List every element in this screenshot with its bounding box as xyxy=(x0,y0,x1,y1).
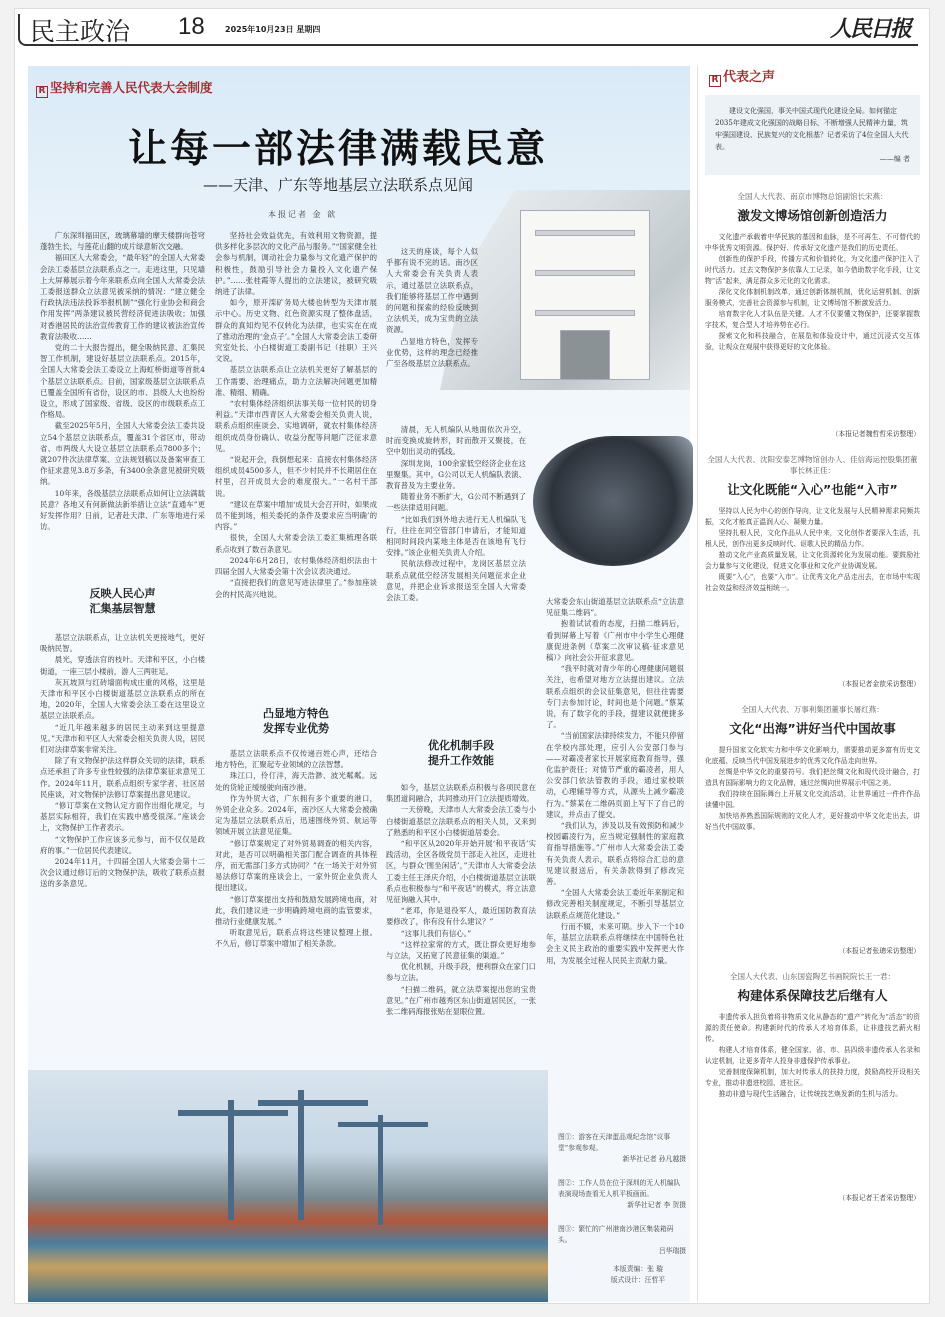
paragraph: “这事儿我们有信心。” xyxy=(400,928,472,938)
paragraph: 深化文化体制机制改革，通过创新体制机制，优化运营机制、创新服务模式，完善社会资源参与机制，让文博场馆不断激发活力。 xyxy=(705,288,920,307)
text: （本报记者魏哲哲采访整理） xyxy=(831,430,920,438)
paragraph: “说起开会，我倒想起来：直接农村集体经济组织成员4500多人，但不少村民并不长期居住在村里，召开成员大会的难度很大。”一名村干部说。 xyxy=(215,455,377,498)
paragraph: “这样拉家常的方式，既让群众更好地参与立法，又拓宽了民意征集的渠道。” xyxy=(386,939,536,961)
paragraph: 2024年11月，十四届全国人大常委会第十二次会议通过修订后的文物保护法，吸收了联系点报送的多条意见。 xyxy=(40,857,205,889)
sidebar-article-title: 构建体系保障技艺后继有人 xyxy=(737,988,888,1003)
page-credits xyxy=(588,1264,688,1286)
section-name: 民主政治 xyxy=(30,17,131,46)
text: 大常委会东山街道基层立法联系点“立法意见征集二维码”。 xyxy=(546,597,684,618)
paragraph: 广东深圳福田区，玻璃幕墙的摩天楼群向苍穹蓬勃生长，与莲花山翻的成片绿意斩次交融。 xyxy=(40,231,205,252)
paragraph: 坚持社会效益优先，有效利用文物资源，提供多样化多层次的文化产品与服务。”“国家健全社会参与机制，调动社会力量参与文化遗产保护的积极性，鼓励引导社会力量投入文化遗产保护。”……张桂霞等人提出的立法建议，被研究吸纳进了法律。 xyxy=(215,231,377,297)
sidebar-article-3 xyxy=(705,704,920,955)
paragraph: “修订草案提出支持和鼓励发展跨境电商，对此，我们建议进一步明确跨境电商的监管要求，推动行业健康发展。” xyxy=(215,894,377,927)
photo-drones xyxy=(533,436,693,566)
paragraph: 基层立法联系点不仅传递百姓心声，还结合地方特色，汇聚起专业领域的立法智慧。 xyxy=(215,749,377,770)
article-column-2b xyxy=(215,748,377,1062)
text: 全国人大代表、南京市博物总馆副馆长宋燕： xyxy=(737,192,888,201)
text: 反映人民心声 xyxy=(89,587,156,600)
text: 本版责编：张 璇 xyxy=(613,1265,663,1273)
photo-port xyxy=(28,1070,548,1302)
paragraph: 基层立法联系点，让立法机关更接地气，更好吸纳民智。 xyxy=(40,633,205,654)
article-column-2 xyxy=(215,230,377,700)
paragraph: 推动非遗与现代生活融合，让传统技艺焕发新的生机与活力。 xyxy=(718,1090,903,1098)
paragraph: 基层立法联系点让立法机关更好了解基层的工作需要、治理痛点，助力立法解决问题更加精准、精细、精确。 xyxy=(215,365,377,397)
paragraph: 培育数字化人才队伍是关键。人才不仅要懂文物保护，还要掌握数字技术，复合型人才培养势在必行。 xyxy=(705,310,920,329)
photo-caption-2 xyxy=(558,1178,686,1211)
sidebar-article-title: 让文化既能“入心”也能“入市” xyxy=(727,482,898,497)
paragraph: “修订草案在文物认定方面作出细化规定，与基层实际相符，我们在实践中感受很深。”座谈会上，文物保护工作者表示。 xyxy=(40,801,205,833)
sidebar-article-4 xyxy=(705,971,920,1202)
paragraph: “建议在草案中增加‘成员大会召开时，如果成员不能到场，相关委托的条件及要求应当明确’的内容。” xyxy=(215,499,377,532)
paragraph: 福田区人大常委会，“最年轻”的全国人大常委会法工委基层立法联系点之一。走进这里，只见墙上大屏幕展示着今年来联系点向全国人大常委会法工委报送群众立法意见被采纳的情况：“建立健全行政执法违法投诉举报机制”“强化行业协会和商会作用发挥”两条建议被民营经济促进法吸收；加强对香港居民的法治宣传教育工作的建议被法治宣传教育法吸收…… xyxy=(40,253,205,341)
text: 凸显地方特色 xyxy=(263,707,329,720)
text: 全国人大代表、沈阳安泰艺博物馆创办人、佳信海运控股集团董事长林正佳： xyxy=(707,455,918,475)
paragraph: 丝绸是中华文化的重要符号。我们把丝绸文化和现代设计融合，打造具有国际影响力的文化品牌，通过丝绸向世界展示中国之美。 xyxy=(705,768,920,787)
paragraph: “文物保护工作应该多元参与，而不仅仅是政府的事。”一位居民代表建议。 xyxy=(40,834,205,855)
sidebar-intro xyxy=(705,95,920,175)
paragraph: 清晨，无人机编队从地面依次升空，时而变换成旋转形，时而散开又聚拢，在空中划出灵动的弧线。 xyxy=(386,425,526,457)
paragraph: 坚持以人民为中心的创作导向，让文化发展与人民精神需求同频共振，文化才能真正温润人心、凝聚力量。 xyxy=(705,507,920,526)
page-header xyxy=(18,14,918,46)
photo-caption-1 xyxy=(558,1132,686,1165)
sidebar-article-1 xyxy=(705,191,920,438)
text: 全国人大代表、万事利集团董事长屠红燕： xyxy=(741,705,884,714)
sidebar-kicker-text: 代表之声 xyxy=(723,70,776,85)
text: 优化机制手段 xyxy=(428,739,494,752)
paragraph: “老邓，你是退役军人，最近国防教育法要修改了，你有没有什么建议？” xyxy=(386,906,536,927)
page-number: 18 xyxy=(178,13,205,40)
article-column-1b xyxy=(40,632,205,1062)
paragraph: 提升国家文化软实力和中华文化影响力，需要推动更多富有历史文化底蕴、反映当代中国发展进步的优秀文化作品走向世界。 xyxy=(705,746,920,765)
article-column-1 xyxy=(40,230,205,582)
article-column-3-top xyxy=(386,246,478,421)
text: 全国人大代表、山东国瓷陶艺书画院院长王一君： xyxy=(730,972,895,981)
text: 吕华瑞摄 xyxy=(658,1247,686,1255)
paragraph: 晨光，穿透法官的枝叶。天津和平区，小白楼街道，一座三层小楼前，游人三两驻足。 xyxy=(40,655,205,676)
feature-article xyxy=(28,66,690,1302)
paragraph: “当前国家法律持续发力，不能只停留在学校内部处理，应引入公安部门参与——对霸凌者家长开展家庭教育指导，强化监护责任；对情节严重的霸凌者，用人公安部门依法管教的手段，通过家校联动，心理辅导等方式，从源头上减少霸凌行为。”蔡某在二维码页面上写下了自己的建议，并点击了提交。 xyxy=(546,731,684,819)
sidebar-article-2 xyxy=(705,454,920,688)
subheadline: ——天津、广东等地基层立法联系点见闻 xyxy=(202,176,473,194)
text: 新华社记者 李 贺摄 xyxy=(627,1201,686,1209)
paragraph: 抱着试试看的态度，扫描二维码后，看到屏幕上写着《广州市中小学生心理健康促进条例（草案二次审议稿·征求意见稿）》向社会公开征求意见。 xyxy=(546,619,684,663)
paragraph: “我平时就对青少年的心理健康问题很关注，也希望对地方立法提出建议。立法联系点组织的会议征集意见，但往往需要专门去参加讨论，时间也是个问题。”蔡某说，有了数字化的手段，提建议就便捷多了。 xyxy=(546,664,684,730)
paragraph: 构建人才培育体系，健全国家、省、市、县四级非遗传承人名录和认定机制，让更多青年人投身非遗保护传承事业。 xyxy=(705,1046,920,1065)
paragraph: 随着业务不断扩大，G公司不断遇到了一些法律适用问题。 xyxy=(386,492,526,513)
text: （本报记者王者采访整理） xyxy=(838,1194,920,1202)
paragraph: 作为外贸大省，广东拥有多个重要的港口，外贸企业众多。2024年，南沙区人大常委会被确定为基层立法联系点后，迅速围绕外贸、航运等领域开展立法意见征集。 xyxy=(215,793,377,837)
article-column-3 xyxy=(386,424,526,724)
sidebar-representatives-voice xyxy=(705,66,920,1302)
sidebar-kicker xyxy=(709,66,920,87)
paragraph: 听取意见后，联系点将这些建议整理上报。不久后，修订草案中增加了相关条款。 xyxy=(215,928,377,949)
text: （本报记者张璁采访整理） xyxy=(838,947,920,955)
text: 汇集基层智慧 xyxy=(89,602,156,615)
paragraph: 深圳龙岗，100余家低空经济企业在这里聚集。其中，G公司以无人机编队表演、教育普及为主要业务。 xyxy=(386,458,526,491)
text: 新华社记者 孙凡越摄 xyxy=(622,1155,686,1163)
paragraph: “扫描二维码，就立法草案提出您的宝贵意见。”在广州市越秀区东山街道居民区，一张张二维码海报张贴在显眼位置。 xyxy=(386,984,536,1017)
paragraph: 推动文化产业高质量发展，让文化资源转化为发展动能。要鼓励社会力量参与文化建设，促进文化事业和文化产业协调发展。 xyxy=(705,551,920,570)
subhead-1 xyxy=(40,586,205,616)
paragraph: 灰瓦坡顶与红砖墙面构成庄重的风格，这里是天津市和平区小白楼街道基层立法联系点的所在地，2020年，全国人大常委会法工委在这里设立基层立法联系点。 xyxy=(40,677,205,721)
paragraph: 除了有文物保护法这样群众关切的法律，联系点还承担了许多专业性较强的法律草案征求意见工作。2024年11月，联系点组织专家学者、社区居民座谈，对文物保护法修订草案提出意见建议。 xyxy=(40,756,205,799)
paragraph: 完善制度保障机制，加大对传承人的扶持力度，鼓励高校开设相关专业，推动非遗进校园、进社区。 xyxy=(705,1068,920,1087)
text: 图③：繁忙的广州港南沙港区集装箱码头。 xyxy=(558,1225,674,1244)
paragraph: 创新性的保护手段，传播方式和价值转化，为文化遗产保护注入了时代活力。过去文物保护多依靠人工记录，如今借助数字化手段，让文物“活”起来，满足群众多元化的文化需求。 xyxy=(705,255,920,285)
paragraph: 10年来，各级基层立法联系点如何让立法满载民意？各地又有何新做法新举措让立法“直通车”更好发挥作用？日前，记者赴天津、广东等地进行采访。 xyxy=(40,488,205,532)
article-column-3b xyxy=(386,782,536,1062)
paragraph: 加快培养熟悉国际规则的文化人才，更好推动中华文化走出去，讲好当代中国故事。 xyxy=(705,812,920,831)
paragraph: “全国人大常委会法工委近年来制定和修改完善相关制度规定，不断引导基层立法联系点规范化建设。” xyxy=(546,888,684,920)
text: （本报记者金歆采访整理） xyxy=(838,680,920,688)
paragraph: 坚持扎根人民，文化作品从人民中来，文化创作者要深入生活，扎根人民，创作出更多反映时代、讴歌人民的精品力作。 xyxy=(705,529,920,548)
paragraph: 我们持续在国际舞台上开展文化交流活动，让世界通过一件件作品读懂中国。 xyxy=(705,790,920,809)
paragraph: “农村集体经济组织法事关每一位村民的切身利益。”天津市西青区人大常委会相关负责人说，联系点组织座谈会、实地调研，就农村集体经济组织成员身份确认、收益分配等问题广泛征求意见。 xyxy=(215,399,377,453)
sidebar-article-title: 激发文博场馆创新创造活力 xyxy=(737,208,888,223)
kicker-text: 坚持和完善人民代表大会制度 xyxy=(50,80,213,95)
text: 图②：工作人员在位于深圳的无人机编队表演现场查看无人机平板画面。 xyxy=(558,1179,681,1198)
r-mark-icon: R xyxy=(36,86,48,98)
text: 图①：游客在天津蛋品观纪念馆“议事堂”参观参观。 xyxy=(558,1133,671,1152)
paragraph: 这天的座谈，每个人似乎都有说不完的话。南沙区人大常委会有关负责人表示，通过基层立法联系点，我们能够将基层工作中遇到的问题和探索的经验反映到立法机关，成为宝贵的立法资源。 xyxy=(386,247,478,335)
paragraph: “和平区从2020年开始开展‘和平夜话’实践活动，全区各级党员干部走入社区，走进社区，与群众‘围坐闲话’，”天津市人大常委会法工委主任王泽庆介绍，小白楼街道基层立法联系点也积极参与“和平夜话”的模式，将立法意见征询融入其中。 xyxy=(386,839,536,905)
paragraph: “直接把我们的意见写进法律里了。”参加座谈会的村民高兴地说。 xyxy=(215,578,377,599)
column-divider xyxy=(697,66,698,1302)
photo-caption-3 xyxy=(558,1224,686,1257)
article-column-4 xyxy=(546,596,684,1062)
paragraph: 凸显地方特色，发挥专业优势，这样的理念已经推广至各级基层立法联系点。 xyxy=(386,336,478,369)
subhead-2 xyxy=(215,706,377,736)
paragraph: 如今，基层立法联系点积极与各项民意在集团道间融合，共同推动开门立法提质增效。 xyxy=(386,783,536,804)
sidebar-article-title: 文化“出海”讲好当代中国故事 xyxy=(729,721,896,736)
paragraph: 优化机制，升级手段，便利群众在家门口参与立法。 xyxy=(386,962,536,983)
r-mark-icon: R xyxy=(709,75,721,87)
paragraph: 民航法修改过程中，龙岗区基层立法联系点就低空经济发展相关问题征求企业意见，并把企业诉求报送至全国人大常委会法工委。 xyxy=(386,559,526,603)
text: ——编 者 xyxy=(879,155,910,163)
text: 版式设计：汪哲平 xyxy=(610,1276,666,1284)
issue-date: 2025年10月23日 星期四 xyxy=(225,25,321,34)
subhead-3 xyxy=(386,738,536,768)
feature-kicker xyxy=(36,78,213,98)
paragraph: 既要“入心”，也要“入市”。让优秀文化产品走出去，在市场中实现社会效益和经济效益相统一。 xyxy=(705,573,920,592)
paragraph: “我们认为，涉及以及有效预防和减少校园霸凌行为，应当规定强制性的家庭教育指导措施等。”广州市人大常委会法工委有关负责人表示，联系点将综合汇总的意见建议报送后，有关条款得到了修改完善。 xyxy=(546,821,684,887)
paragraph: 如今，原开滦矿务局大楼也转型为天津市展示中心。历史文物、红色资源实现了整体盘活，群众的真知灼见不仅转化为法律，也实实在在成了推动治理的‘金点子’。”全国人大常委会法工委研究室处长、小白楼街道工委副书记（挂职）王兴文说。 xyxy=(215,298,377,364)
headline: 让每一部法律满载民意 xyxy=(127,127,548,172)
paragraph: 截至2025年5月，全国人大常委会法工委共设立54个基层立法联系点，覆盖31个省区市，带动省、市两级人大设立基层立法联系点7800多个；就207件次法律草案、立法规划稿以及备案审查工作征求意见3.8万多条，有3400余条意见被研究吸纳。 xyxy=(40,421,205,487)
paragraph: 很快，全国人大常委会法工委汇集梳理各联系点收到了数百条意见。 xyxy=(215,533,377,554)
text: 发挥专业优势 xyxy=(263,722,329,735)
paragraph: 行而不辍，未来可期。步入下一个10年，基层立法联系点将继续在中国特色社会主义民主政治的重要实践中发挥更大作用，为发展全过程人民民主贡献力量。 xyxy=(546,921,684,965)
paragraph: 建设文化强国，事关中国式现代化建设全局。如何锚定2035年建成文化强国的战略目标，不断增强人民精神力量，筑牢强国建设、民族复兴的文化根基？记者采访了4位全国人大代表。 xyxy=(715,107,909,151)
text: 提升工作效能 xyxy=(428,754,494,767)
paragraph: “比如我们到外地去进行无人机编队飞行，往往在同空管部门申请后，才能知道相同时间段内某地主体是否在该地有飞行安排。”该企业相关负责人介绍。 xyxy=(386,514,526,558)
paragraph: 2024年6月28日，农村集体经济组织法由十四届全国人大常委会第十次会议表决通过。 xyxy=(215,555,377,577)
paragraph: 文化遗产承载着中华民族的基因和血脉，是不可再生、不可替代的中华优秀文明资源。保护好、传承好文化遗产是我们的历史责任。 xyxy=(705,233,920,252)
paragraph: 一天傍晚，天津市人大常委会法工委与小白楼街道基层立法联系点的相关人员，又来到了熟悉的和平区小白楼街道居委会。 xyxy=(386,805,536,837)
paragraph: “修订草案规定了对外贸易调查的相关内容，对此，是否可以明确相关部门配合调查的具体程序，而无需部门多方式协同？”在一场关于对外贸易法修订草案的座谈会上，一家外贸企业负责人提出建议。 xyxy=(215,838,377,893)
paragraph: 非遗传承人担负着将非物质文化从静态的“遗产”转化为“活态”的资源的责任使命。构建新时代的传承人才培育体系，让非遗技艺薪火相传。 xyxy=(705,1013,920,1043)
paragraph: “近几年越来越多的居民主动来到这里提意见。”天津市和平区人大常委会相关负责人说，居民们对法律草案非常关注。 xyxy=(40,722,205,755)
newspaper-logo: 人民日报 xyxy=(829,16,910,42)
paragraph: 珠江口，伶仃洋，海天浩渺、波光粼粼。远处的货轮正缓缓驶向南沙港。 xyxy=(215,771,377,792)
paragraph: 探索文化和科技融合，在展览和体验设计中，通过沉浸式交互体验，让观众在观展中获得更好的文化体验。 xyxy=(705,332,920,351)
byline: 本报记者 金 歆 xyxy=(268,210,338,219)
paragraph: 党的二十大报告提出，健全吸纳民意、汇集民智工作机制，建设好基层立法联系点。2015年，全国人大常委会法工委设立上海虹桥街道等首批4个基层立法联系点。目前，国家级基层立法联系点已覆盖全国所有省份，设区的市、县级人大也纷纷设立，形成了国家级、省级、设区的市级联系点工作格局。 xyxy=(40,343,205,420)
